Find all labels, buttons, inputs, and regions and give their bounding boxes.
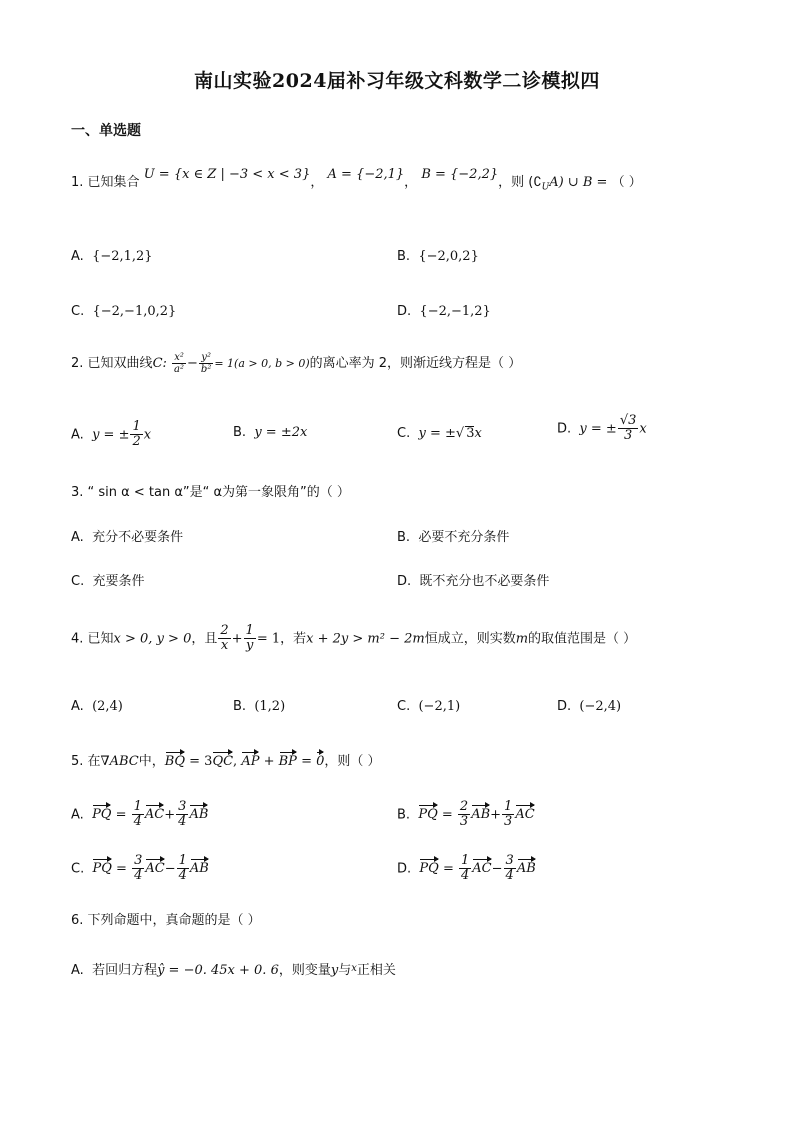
- question-text: ，若: [280, 631, 307, 647]
- option-d: D. PQ = $\frac{1}{4}$ AC− $\frac{3}{4}$ AB: [397, 853, 536, 884]
- question-lead: 已知集合: [87, 175, 140, 190]
- option-b: [397, 250, 479, 263]
- equation-tail: = 1: [256, 631, 281, 647]
- question-text: 恒成立，则实数: [424, 631, 516, 647]
- set-b: B = {−2,2}: [421, 167, 499, 182]
- option-text: (−2,4): [579, 699, 622, 714]
- option-label: C.: [71, 304, 85, 319]
- fraction: $\frac{1}{y}$: [245, 623, 254, 654]
- option-label: A.: [71, 699, 84, 714]
- option-b: [233, 700, 285, 713]
- option-text: (1,2): [254, 699, 286, 714]
- vector: QC: [212, 754, 234, 769]
- option-a: [71, 531, 183, 544]
- option-label: A.: [71, 249, 84, 264]
- question-text: ，且: [191, 631, 218, 647]
- option-text: (2,4): [92, 699, 123, 714]
- question-lead: 5. 在: [71, 754, 101, 769]
- condition: x > 0, y > 0: [113, 631, 192, 647]
- vector: BP: [278, 754, 297, 769]
- fraction: $\frac{2}{x}$: [220, 623, 229, 654]
- fraction: $\frac{1}{3}$: [504, 799, 513, 830]
- option-text: 必要不充分条件: [418, 530, 510, 545]
- option-label: B.: [397, 807, 411, 823]
- question-number: 1.: [71, 175, 88, 190]
- option-label: D.: [397, 304, 412, 319]
- question-3: [71, 486, 350, 499]
- question-text: 3. “ sin α < tan α”是“ α为第一象限角”的（ ）: [71, 485, 350, 500]
- option-text: 若回归方程: [92, 963, 158, 978]
- option-b: [397, 531, 509, 544]
- fraction: $\frac{1}{2}$: [132, 419, 141, 450]
- answer-paren: （ ）: [611, 175, 642, 190]
- option-label: C.: [397, 699, 411, 714]
- set-a: A = {−2,1}: [327, 167, 405, 182]
- variable: x: [351, 963, 357, 974]
- option-a: A. PQ = $\frac{1}{4}$ AC+ $\frac{3}{4}$ AB: [71, 799, 209, 830]
- option-a: [71, 700, 123, 713]
- fraction: $\frac{3}{4}$: [505, 853, 514, 884]
- option-text: {−2,−1,2}: [419, 304, 491, 319]
- option-text: 与: [338, 963, 352, 978]
- question-rest: 的离心率为 2，则渐近线方程是（ ）: [309, 356, 522, 371]
- equation-tail: = 1(a > 0, b > 0): [214, 357, 310, 370]
- section-heading: 一、单选题: [71, 123, 141, 139]
- option-text: y = ±: [418, 426, 456, 441]
- variable: y: [330, 963, 339, 978]
- option-label: D.: [557, 421, 572, 437]
- option-b: B. PQ = $\frac{2}{3}$ AB+ $\frac{1}{3}$ AC: [397, 799, 535, 830]
- fraction: $\frac{√3}{3}$: [619, 413, 637, 444]
- fraction: $\frac{3}{4}$: [178, 799, 187, 830]
- option-label: A.: [71, 807, 84, 823]
- fraction: $\frac{\text{x²}}{\text{a²}}$: [174, 352, 185, 375]
- fraction: $\frac{\text{y²}}{\text{b²}}$: [200, 352, 212, 375]
- question-4: 4. 已知x > 0, y > 0，且 $\frac{2}{x}$ + $\frac{1}{y}$ = 1，若x + 2y > m² − 2m恒成立，则实数m的取值范围是（ ）: [71, 623, 637, 654]
- question-6: [71, 914, 261, 927]
- option-text: (−2,1): [418, 699, 461, 714]
- option-text: y = ±: [92, 427, 130, 443]
- option-label: B.: [397, 249, 411, 264]
- vector: BQ: [164, 754, 185, 769]
- question-text: 的取值范围是（ ）: [528, 631, 637, 647]
- option-text: x: [474, 426, 482, 441]
- option-c: C. y = ±√ 3x: [397, 426, 482, 441]
- option-label: C.: [397, 426, 411, 441]
- inequality: x + 2y > m² − 2m: [306, 631, 425, 647]
- option-c: [71, 305, 176, 318]
- option-label: D.: [397, 574, 412, 589]
- question-text: ，则（ ）: [324, 754, 381, 769]
- option-label: C.: [71, 861, 85, 877]
- option-b: [233, 426, 307, 439]
- vector: AP: [241, 754, 260, 769]
- option-text: y = ±2x: [254, 425, 308, 440]
- option-d: [557, 414, 647, 444]
- separator: ，: [404, 175, 418, 190]
- option-text: {−2,1,2}: [92, 249, 153, 264]
- triangle: ∇ABC: [100, 754, 139, 769]
- question-5: 5. 在∇ABC中，BQ = 3QC, AP + BP = 0，则（ ）: [71, 754, 381, 769]
- expression: ，则 (∁: [498, 175, 542, 190]
- vector: 0: [316, 754, 325, 769]
- question-1: [71, 167, 642, 193]
- option-label: B.: [233, 425, 247, 440]
- subscript: U: [541, 182, 550, 193]
- fraction: $\frac{1}{4}$: [461, 853, 470, 884]
- option-label: C.: [71, 574, 85, 589]
- fraction: $\frac{2}{3}$: [459, 799, 469, 830]
- option-text: 既不充分也不必要条件: [419, 574, 550, 589]
- radicand: 3: [466, 426, 475, 441]
- option-text: x: [143, 427, 152, 443]
- curve-name: C:: [152, 356, 167, 371]
- separator: ，: [310, 175, 324, 190]
- question-lead: 4. 已知: [71, 631, 114, 647]
- option-d: [397, 305, 491, 318]
- option-label: A.: [71, 963, 84, 978]
- option-text: 正相关: [356, 963, 396, 978]
- question-number: 2.: [71, 356, 88, 371]
- option-a: [71, 420, 151, 450]
- option-label: B.: [397, 530, 411, 545]
- option-text: y = ±: [579, 421, 617, 437]
- question-text: 中，: [138, 754, 165, 769]
- fraction: $\frac{1}{4}$: [178, 853, 187, 884]
- option-label: B.: [233, 699, 247, 714]
- option-text: 充要条件: [92, 574, 145, 589]
- option-c: [71, 575, 145, 588]
- page-title: 南山实验2024届补习年级文科数学二诊模拟四: [194, 70, 600, 92]
- option-label: A.: [71, 530, 84, 545]
- option-text: 充分不必要条件: [92, 530, 184, 545]
- option-a: [71, 250, 153, 263]
- regression-equation: ŷ = −0. 45x + 0. 6: [157, 963, 279, 978]
- variable: m: [515, 631, 529, 647]
- option-text: {−2,−1,0,2}: [92, 304, 177, 319]
- option-d: [557, 700, 621, 713]
- question-2: 2. 已知双曲线C: $\frac{\text{x²}}{\text{a²}}$ − $\frac{\text{y²}}{\text{b²}}$ = 1(a > 0, b > 0)的离心率为 2，则渐近线方程是（ ）: [71, 352, 522, 375]
- option-text: ，则变量: [278, 963, 331, 978]
- option-d: [397, 575, 549, 588]
- option-c: [397, 700, 460, 713]
- option-text: {−2,0,2}: [418, 249, 479, 264]
- option-label: D.: [397, 861, 412, 877]
- option-label: D.: [557, 699, 572, 714]
- question-text: 6. 下列命题中，真命题的是（ ）: [71, 913, 261, 928]
- option-a: [71, 964, 396, 977]
- option-label: A.: [71, 427, 84, 443]
- expression: A) ∪ B =: [549, 175, 608, 190]
- option-c: C. PQ = $\frac{3}{4}$ AC− $\frac{1}{4}$ AB: [71, 853, 209, 884]
- option-text: x: [639, 421, 647, 437]
- set-u: U = {x ∈ Z | −3 < x < 3}: [143, 167, 311, 182]
- question-lead: 已知双曲线: [87, 356, 153, 371]
- fraction: $\frac{3}{4}$: [134, 853, 143, 884]
- fraction: $\frac{1}{4}$: [133, 799, 142, 830]
